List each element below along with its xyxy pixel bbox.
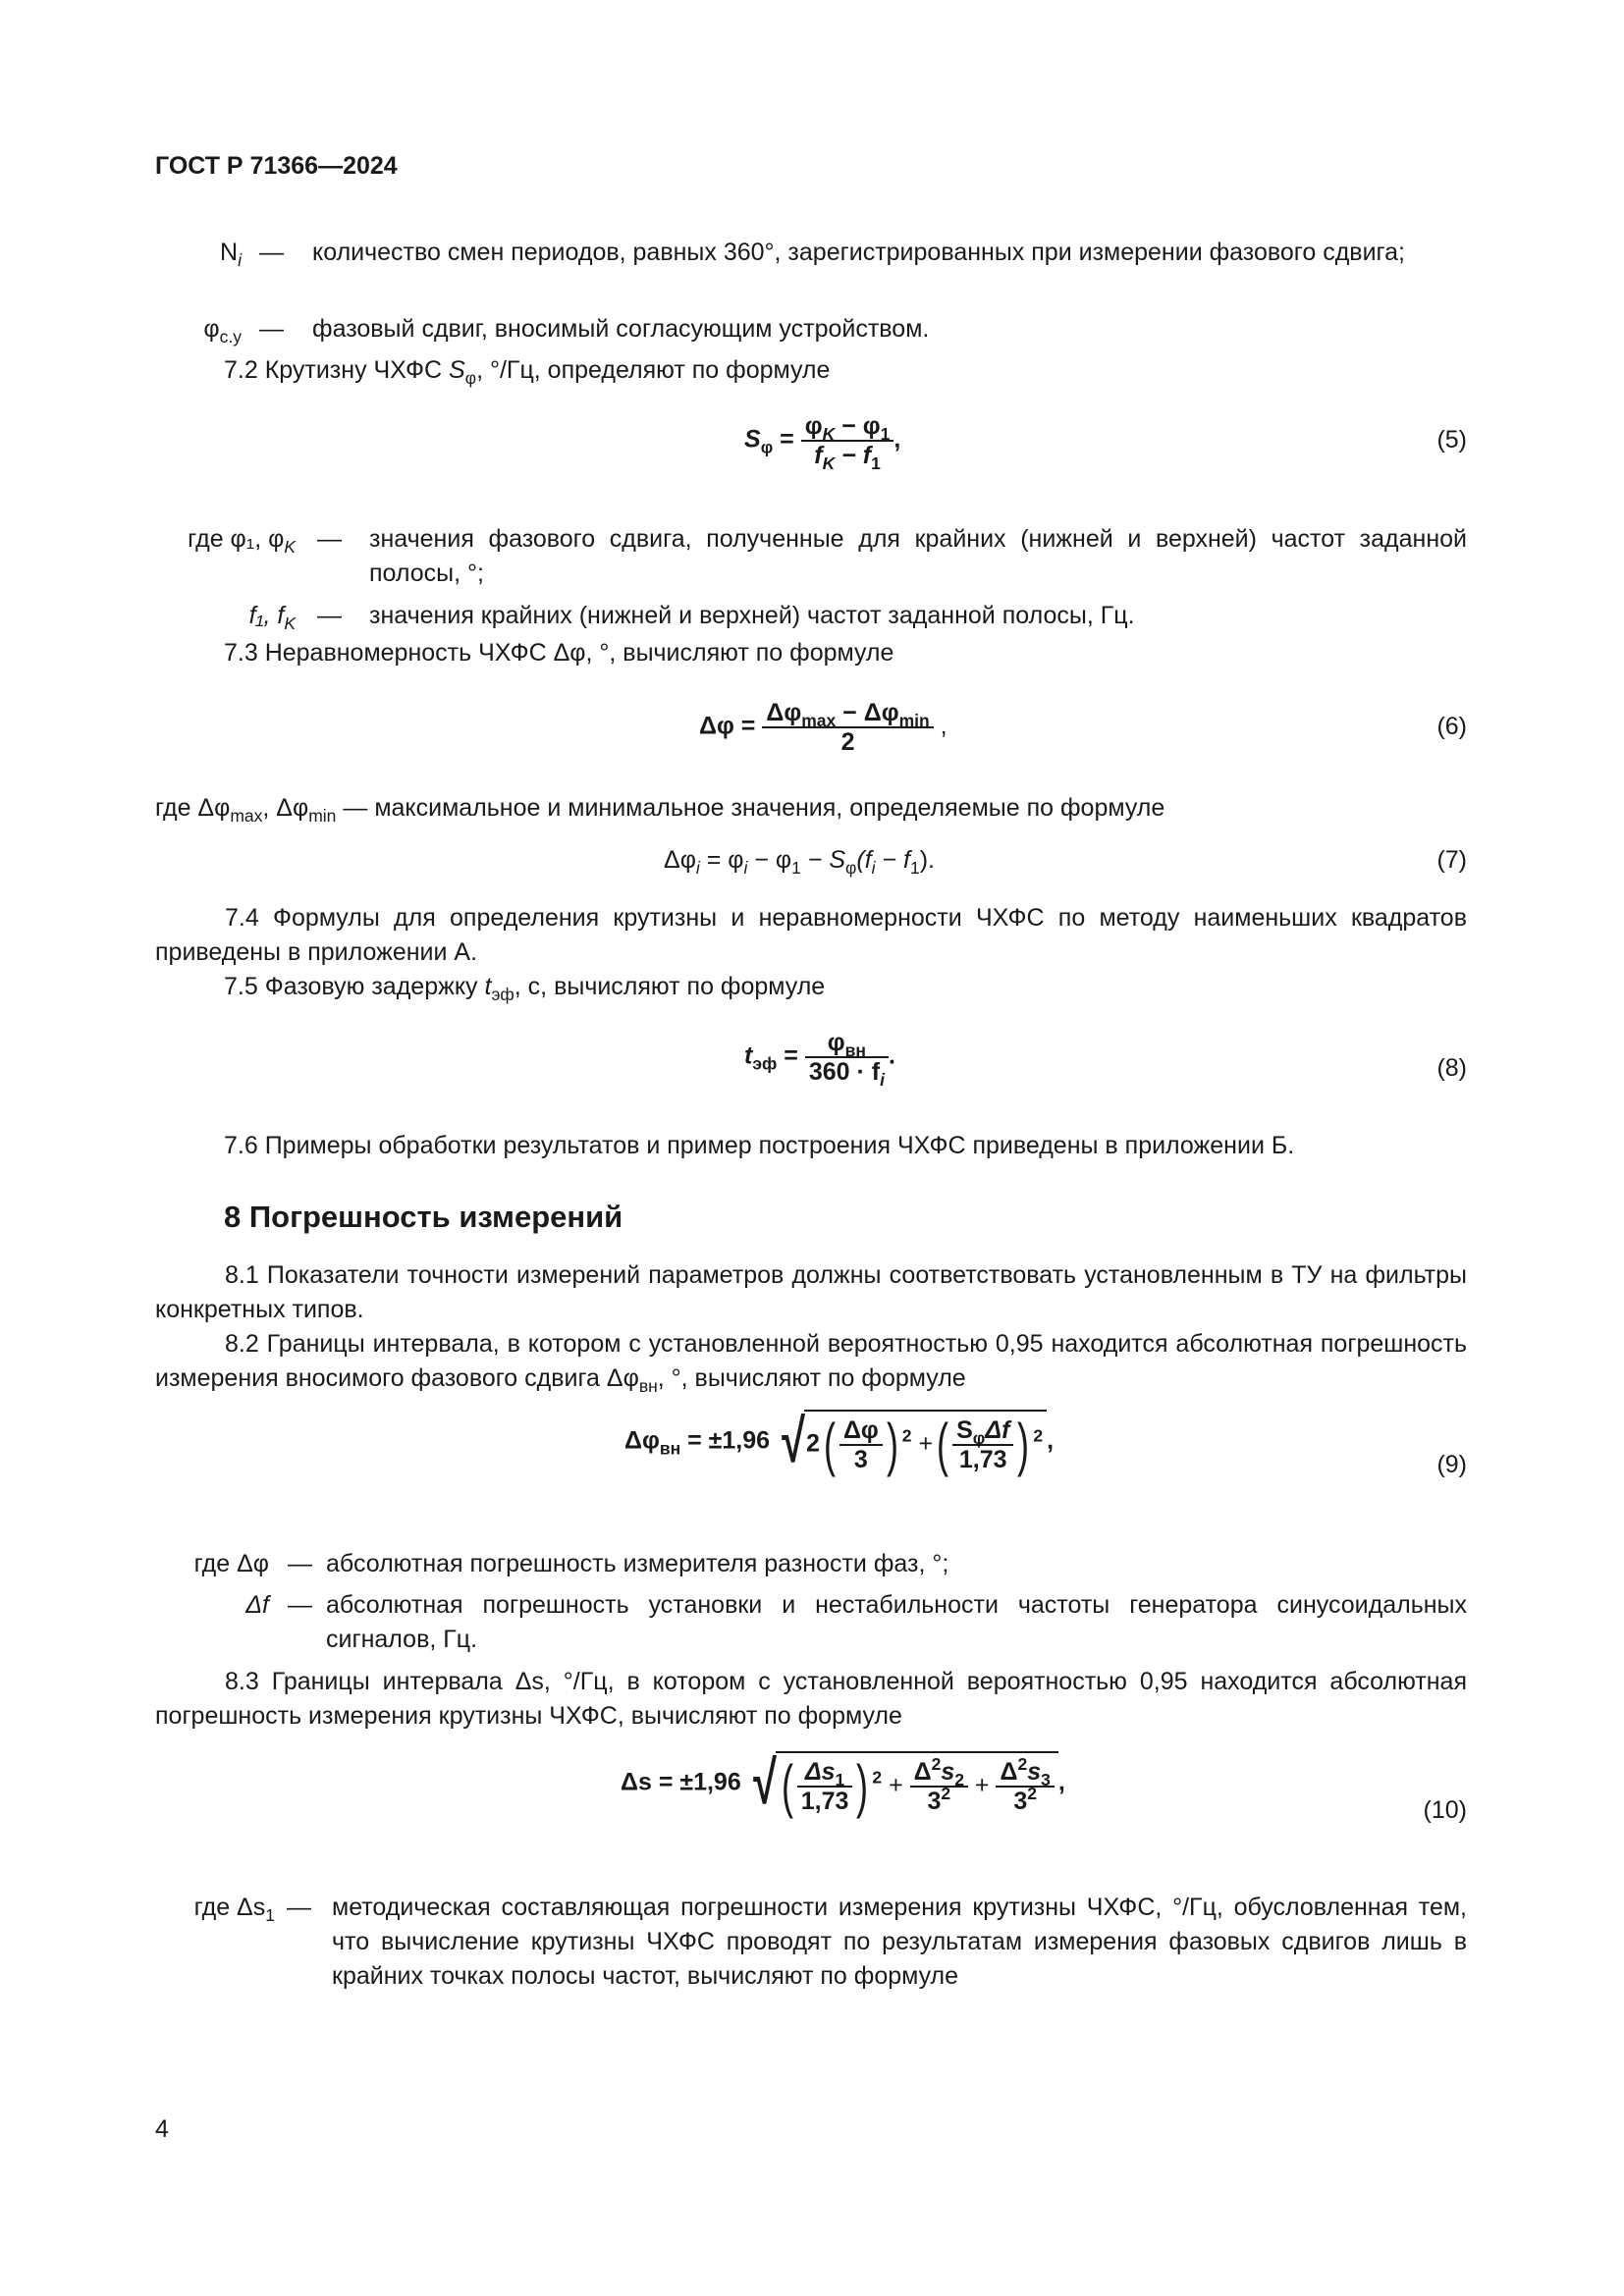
para-8-2: 8.2 Границы интервала, в котором с установленной вероятностью 0,95 находится абсолютная погрешность измерения вносимого фазового сдвига $\Delta\varphi_{вн}$, °, вычисляют по формуле [155, 1330, 1467, 1396]
page-number: 4 [155, 2115, 169, 2143]
def-text-ni: количество смен периодов, равных 360°, зарегистрированных при измерении фазового сдвига; [312, 239, 1405, 266]
formula-8-fraction: $\frac{\varphi_{вн}}{360 \cdot f_i}$ [805, 1029, 889, 1086]
def-dash: — [259, 315, 284, 343]
def-term-phi-su: $\varphi_{с.у}$ [203, 315, 242, 347]
def-dash: — [288, 1550, 312, 1577]
def-term-phi1-phik: где φ₁, $\varphi_K$ [188, 525, 296, 557]
para-7-6: 7.6 Примеры обработки результатов и пример построения ЧХФС приведены в приложении Б. [224, 1132, 1295, 1159]
def-text-f1-fk: значения крайних (нижней и верхней) частот заданной полосы, Гц. [369, 602, 1135, 629]
section-8-title: 8 Погрешность измерений [224, 1200, 623, 1234]
para-7-2: 7.2 Крутизну ЧХФС $S_\varphi$, °/Гц, определяют по формуле [224, 356, 831, 388]
def-term-ni: $N_i$ [220, 239, 242, 270]
eq-number-8: (8) [1436, 1054, 1467, 1082]
eq-number-7: (7) [1436, 846, 1467, 874]
eq-number-10: (10) [1423, 1796, 1467, 1824]
formula-8: $t_{эф}$ = $\frac{\varphi_{вн}}{360 \cdot f_i}$ . [744, 1029, 895, 1090]
para-7-3: 7.3 Неравномерность ЧХФС Δφ, °, вычисляют по формуле [224, 639, 894, 667]
eq-number-6: (6) [1436, 713, 1467, 740]
def-dash: — [288, 1591, 312, 1619]
para-7-5: 7.5 Фазовую задержку $t_{эф}$, с, вычисляют по формуле [224, 973, 826, 1004]
eq-number-5: (5) [1436, 426, 1467, 454]
def-text-phi-su: фазовый сдвиг, вносимый согласующим устройством. [312, 315, 930, 343]
def-text-df: абсолютная погрешность установки и нестабильности частоты генератора синусоидальных сигналов, Гц. [326, 1591, 1467, 1653]
formula-10-root: √( $\frac{\Delta s_1}{1,73}$ ) $^2$ + $\frac{\Delta^2s_2}{3^2}$ + $\frac{\Delta^2s_3}{3^2}$ [748, 1751, 1058, 1816]
def-term-f1-fk: f₁, $f_K$ [248, 602, 296, 633]
eq-number-9: (9) [1436, 1451, 1467, 1478]
def-dash: — [287, 1894, 311, 1921]
def-dash: — [259, 239, 284, 266]
def-term-dphi: где Δφ [193, 1550, 269, 1577]
def-text-ds1: методическая составляющая погрешности измерения крутизны ЧХФС, °/Гц, обусловленная тем, что вычисление крутизны ЧХФС проводят по результатам измерения фазовых сдвигов лишь в крайних точках полосы частот, вычисляют по формуле [332, 1894, 1467, 1990]
formula-9-root: √2( $\frac{\Delta\varphi}{3}$ ) $^2$ +( $\frac{S_\varphi\Delta f}{1,73}$ ) $^2$ [777, 1410, 1047, 1474]
standard-header: ГОСТ Р 71366—2024 [155, 152, 398, 180]
formula-6: Δφ = $\frac{\Delta\varphi_{max} - \Delta\varphi_{min}}{2}$ , [699, 699, 947, 756]
para-8-3: 8.3 Границы интервала Δs, °/Гц, в котором с установленной вероятностью 0,95 находится абсолютная погрешность измерения крутизны ЧХФС, вычисляют по формуле [155, 1668, 1467, 1730]
formula-6-fraction: $\frac{\Delta\varphi_{max} - \Delta\varphi_{min}}{2}$ [762, 699, 933, 756]
para-8-1: 8.1 Показатели точности измерений параметров должны соответствовать установленным в ТУ на фильтры конкретных типов. [155, 1261, 1467, 1323]
para-7-4: 7.4 Формулы для определения крутизны и неравномерности ЧХФС по методу наименьших квадратов приведены в приложении А. [155, 904, 1467, 966]
def-dash: — [317, 525, 342, 553]
formula-10: Δs = ±1,96 √( $\frac{\Delta s_1}{1,73}$ ) $^2$ + $\frac{\Delta^2s_2}{3^2}$ + $\frac{\Delta^2s_3}{3^2}$ , [621, 1749, 1065, 1819]
formula-5: $S_\varphi$ = $\frac{\varphi_K - \varphi_1}{f_K - f_1}$ , [744, 412, 901, 473]
formula-9: $\Delta\varphi_{вн} = \pm 1,96$ √2( $\frac{\Delta\varphi}{3}$ ) $^2$ +( $\frac{S_\varphi\Delta f}{1,73}$ ) $^2$ , [624, 1408, 1055, 1477]
formula-7: $\Delta\varphi_i = \varphi_i - \varphi_1 - S_\varphi(f_i - f_1)$. [664, 846, 935, 878]
para-7-3-where: где $\Delta\varphi_{max}$, $\Delta\varphi_{min}$ — максимальное и минимальное значения, определяемые по формуле [155, 794, 1165, 826]
formula-5-fraction: $\frac{\varphi_K - \varphi_1}{f_K - f_1}$ [801, 412, 894, 469]
def-term-ds1: где $\Delta s_1$ [193, 1894, 275, 1925]
def-term-df: Δf [245, 1591, 269, 1619]
def-text-dphi: абсолютная погрешность измерителя разности фаз, °; [326, 1550, 949, 1577]
def-text-phi1-phik: значения фазового сдвига, полученные для крайних (нижней и верхней) частот заданной полосы, °; [369, 525, 1467, 587]
def-dash: — [317, 602, 342, 629]
